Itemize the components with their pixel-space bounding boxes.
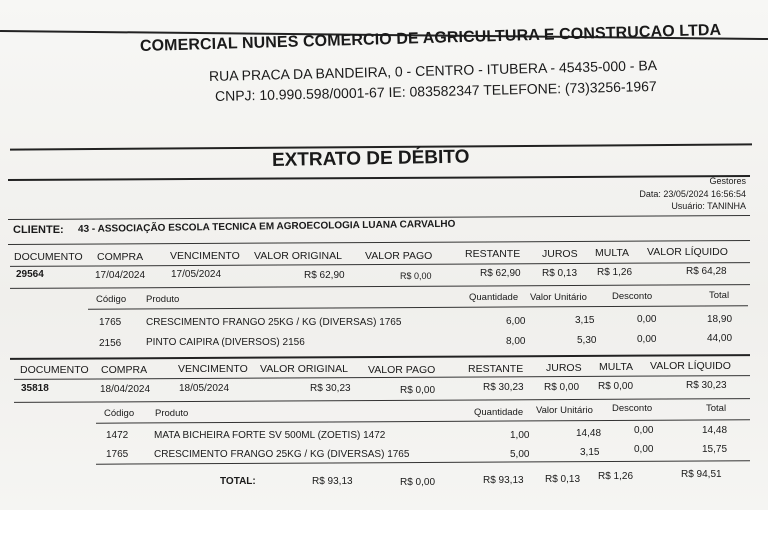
doc2-juros: R$ 0,00 [544,382,580,393]
totals-multa: R$ 1,26 [598,471,634,482]
doc1-items-header-valor-unitario: Valor Unitário [530,292,587,303]
doc1-documento: 29564 [16,269,44,280]
meta-date: Data: 23/05/2024 16:56:54 [639,189,746,199]
doc2-documento: 35818 [21,383,49,394]
doc1-header-juros: JUROS [542,248,578,260]
totals-rule [96,460,750,464]
doc2-header-restante: RESTANTE [468,363,524,375]
doc1-header-compra: COMPRA [97,251,144,263]
doc1-item1-codigo: 1765 [99,317,122,328]
doc2-items-header-total: Total [706,403,727,414]
doc2-item2-quantidade: 5,00 [510,449,530,460]
company-address: RUA PRACA DA BANDEIRA, 0 - CENTRO - ITUBERA - 45435-000 - BA [208,57,658,84]
doc1-valor-original: R$ 62,90 [304,270,345,281]
totals-valor-pago: R$ 0,00 [400,477,436,488]
doc1-multa: R$ 1,26 [597,267,633,278]
doc2-item1-desconto: 0,00 [634,425,654,436]
client-rule-bottom [8,240,750,245]
totals-valor-liquido: R$ 94,51 [681,469,722,480]
doc1-item2-valor-unitario: 5,30 [577,335,597,346]
doc2-header-valor-liquido: VALOR LÍQUIDO [650,360,731,372]
doc1-item2-total: 44,00 [707,333,733,344]
client-label: CLIENTE: [13,224,64,236]
doc2-item1-valor-unitario: 14,48 [576,428,602,439]
doc1-header-restante: RESTANTE [465,248,521,260]
doc2-header-juros: JUROS [546,362,582,374]
doc2-header-valor-pago: VALOR PAGO [368,364,436,376]
page-margin [0,510,768,543]
doc2-item1-codigo: 1472 [106,430,129,441]
doc1-items-header-total: Total [709,290,730,301]
doc1-restante: R$ 62,90 [480,268,521,279]
doc1-juros: R$ 0,13 [542,268,578,279]
doc1-end-rule [10,354,750,359]
company-name: COMERCIAL NUNES COMERCIO DE AGRICULTURA E CONSTRUCAO LTDA [139,21,722,55]
doc2-multa: R$ 0,00 [598,381,634,392]
doc1-items-header-produto: Produto [146,294,180,305]
doc1-items-header-quantidade: Quantidade [469,292,519,303]
doc1-items-header-rule [88,305,748,309]
doc1-header-multa: MULTA [595,247,630,259]
doc2-item2-codigo: 1765 [106,449,129,460]
doc1-item2-codigo: 2156 [99,338,122,349]
page-title: EXTRATO DE DÉBITO [271,146,470,171]
title-rule-bottom [8,175,750,180]
doc2-item2-desconto: 0,00 [634,444,654,455]
meta-group: Gestores [709,176,746,186]
doc2-item1-quantidade: 1,00 [510,430,530,441]
doc1-item1-desconto: 0,00 [637,314,657,325]
meta-user: Usuário: TANINHA [671,201,746,211]
doc1-header-vencimento: VENCIMENTO [170,250,240,262]
doc2-header-valor-original: VALOR ORIGINAL [260,363,348,375]
doc2-items-header-desconto: Desconto [612,403,653,414]
doc1-item1-quantidade: 6,00 [506,316,526,327]
doc2-restante: R$ 30,23 [483,382,524,393]
doc2-items-header-quantidade: Quantidade [474,407,524,418]
company-cnpj: CNPJ: 10.990.598/0001-67 IE: 083582347 TELEFONE: (73)3256-1967 [214,77,657,104]
doc1-header-documento: DOCUMENTO [14,251,83,263]
totals-restante: R$ 93,13 [483,475,524,486]
doc2-vencimento: 18/05/2024 [179,383,230,394]
doc2-items-header-rule [96,419,750,423]
doc2-compra: 18/04/2024 [100,384,151,395]
doc1-item2-quantidade: 8,00 [506,336,526,347]
doc1-header-valor-pago: VALOR PAGO [365,250,433,262]
doc2-valor-original: R$ 30,23 [310,383,351,394]
doc1-item2-produto: PINTO CAIPIRA (DIVERSOS) 2156 [146,337,305,348]
doc2-items-header-produto: Produto [155,408,189,419]
doc1-valor-pago: R$ 0,00 [400,271,432,281]
totals-valor-original: R$ 93,13 [312,476,353,487]
doc1-row-rule [10,284,750,289]
doc2-item2-valor-unitario: 3,15 [580,447,600,458]
doc1-item1-total: 18,90 [707,314,733,325]
doc1-item1-produto: CRESCIMENTO FRANGO 25KG / KG (DIVERSAS) 1765 [146,317,402,328]
totals-juros: R$ 0,13 [545,474,581,485]
doc2-header-vencimento: VENCIMENTO [178,363,248,375]
doc2-header-multa: MULTA [599,361,634,373]
doc2-item1-produto: MATA BICHEIRA FORTE SV 500ML (ZOETIS) 1472 [154,430,386,441]
doc1-vencimento: 17/05/2024 [171,269,222,280]
doc1-item1-valor-unitario: 3,15 [575,315,595,326]
doc1-compra: 17/04/2024 [95,270,146,281]
totals-label: TOTAL: [220,476,256,487]
doc1-header-valor-original: VALOR ORIGINAL [254,250,342,262]
doc1-item2-desconto: 0,00 [637,334,657,345]
doc1-valor-liquido: R$ 64,28 [686,266,727,277]
client-name: 43 - ASSOCIAÇÃO ESCOLA TECNICA EM AGROECOLOGIA LUANA CARVALHO [77,218,456,235]
doc2-header-compra: COMPRA [101,364,148,376]
doc2-item2-produto: CRESCIMENTO FRANGO 25KG / KG (DIVERSAS) 1765 [154,449,410,460]
doc2-item1-total: 14,48 [702,425,728,436]
doc1-items-header-desconto: Desconto [612,291,653,302]
doc2-items-header-valor-unitario: Valor Unitário [536,405,593,416]
doc2-items-header-codigo: Código [104,408,135,419]
doc1-header-valor-liquido: VALOR LÍQUIDO [647,246,728,258]
doc1-items-header-codigo: Código [96,294,127,305]
doc2-valor-pago: R$ 0,00 [400,385,436,396]
doc2-header-documento: DOCUMENTO [20,364,89,376]
doc2-item2-total: 15,75 [702,444,728,455]
doc2-valor-liquido: R$ 30,23 [686,380,727,391]
